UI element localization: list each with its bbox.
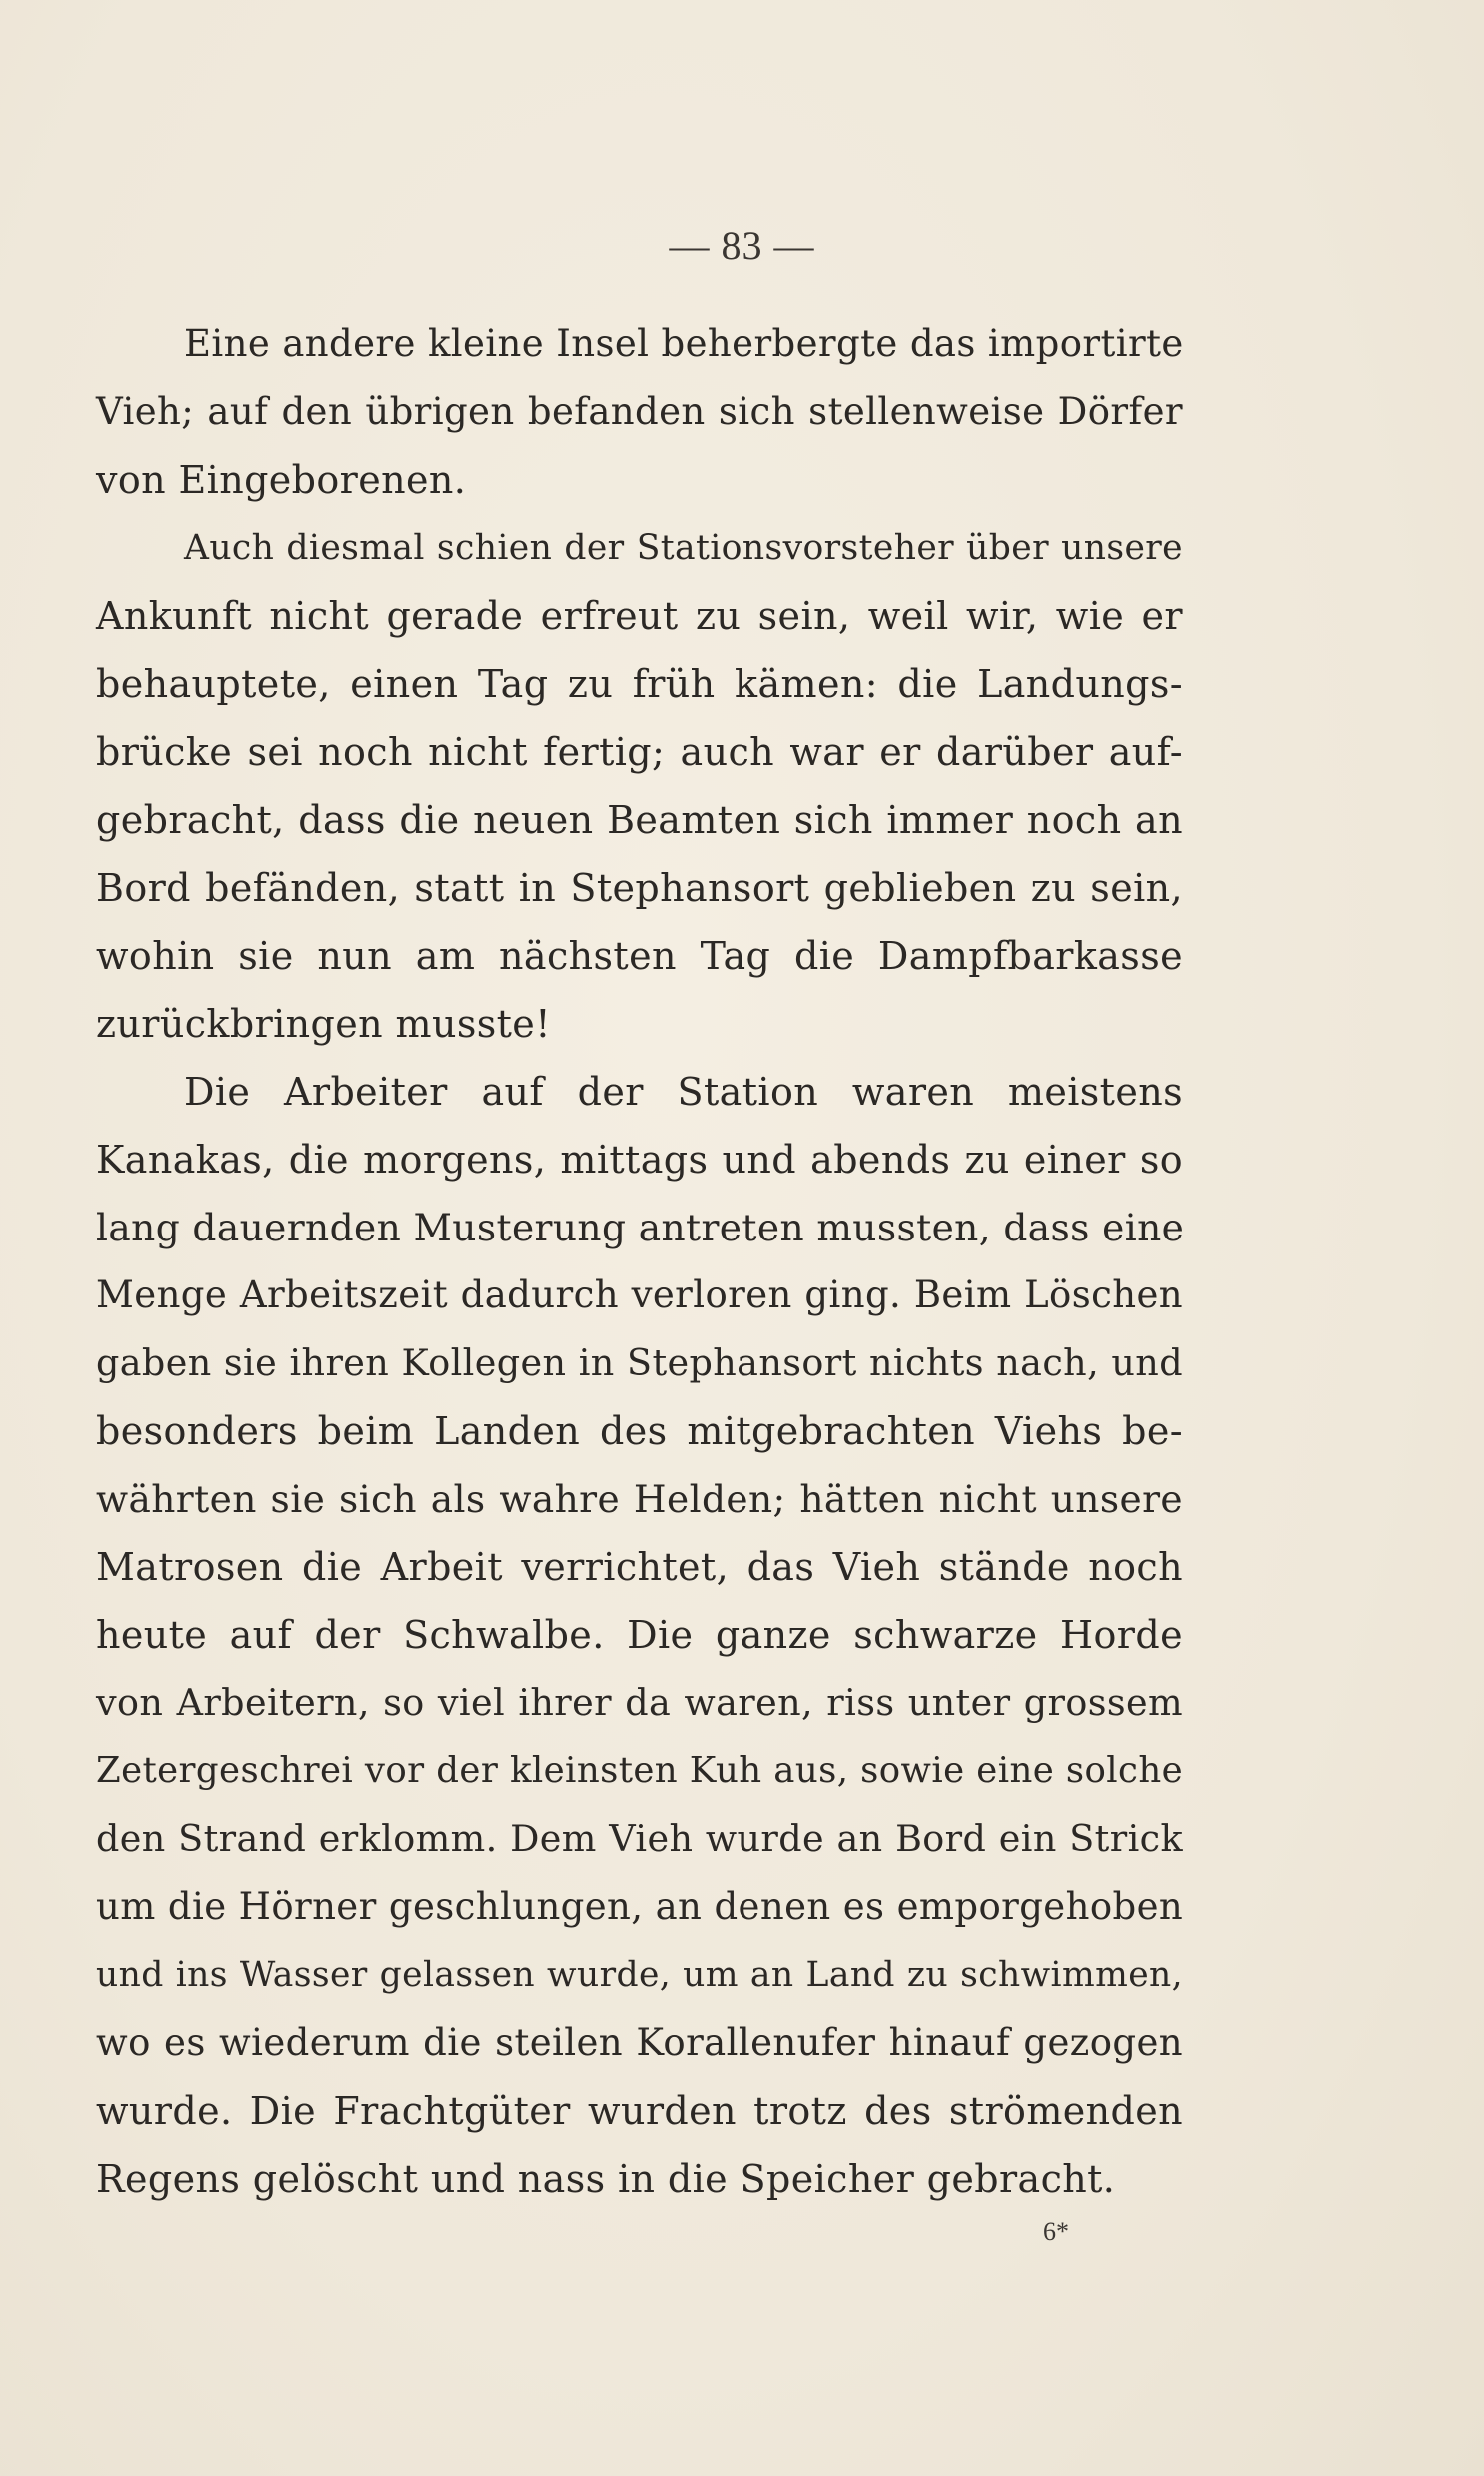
text-line: von Eingeborenen. — [96, 458, 467, 502]
text-line: währten sie sich als wahre Helden; hätten nicht unsere — [96, 1477, 1183, 1521]
text-line: gaben sie ihren Kollegen in Stephansort nichts nach, und — [96, 1341, 1183, 1384]
text-line: Vieh; auf den übrigen befanden sich stellenweise Dörfer — [96, 390, 1183, 433]
text-line: Auch diesmal schien der Stationsvorsteher über unsere — [184, 528, 1183, 568]
text-line: den Strand erklomm. Dem Vieh wurde an Bord ein Strick — [96, 1817, 1183, 1860]
text-line: behauptete, einen Tag zu früh kämen: die Landungs- — [96, 662, 1183, 706]
text-line: Ankunft nicht gerade erfreut zu sein, weil wir, wie er — [96, 594, 1183, 638]
text-line: besonders beim Landen des mitgebrachten Viehs be- — [96, 1409, 1183, 1453]
text-line: Matrosen die Arbeit verrichtet, das Vieh stände noch — [96, 1545, 1183, 1589]
text-line: Die Arbeiter auf der Station waren meistens — [184, 1070, 1183, 1114]
text-line: gebracht, dass die neuen Beamten sich immer noch an — [96, 798, 1183, 842]
text-line: und ins Wasser gelassen wurde, um an Land zu schwimmen, — [96, 1955, 1183, 1995]
text-line: Zetergeschrei vor der kleinsten Kuh aus, sowie eine solche — [96, 1750, 1183, 1791]
body-text — [96, 310, 1183, 2213]
text-line: lang dauernden Musterung antreten mussten, dass eine — [96, 1206, 1185, 1249]
text-line: wohin sie nun am nächsten Tag die Dampfbarkasse — [96, 934, 1183, 978]
page-number: — 83 — — [669, 223, 815, 268]
text-line: zurückbringen musste! — [96, 1002, 551, 1046]
text-line: Eine andere kleine Insel beherbergte das importirte — [184, 322, 1184, 365]
signature-mark: 6* — [1043, 2217, 1069, 2246]
text-line: wo es wiederum die steilen Korallenufer hinauf gezogen — [96, 2021, 1183, 2064]
text-line: um die Hörner geschlungen, an denen es emporgehoben — [96, 1885, 1184, 1928]
text-line: wurde. Die Frachtgüter wurden trotz des strömenden — [96, 2089, 1183, 2133]
text-line: Kanakas, die morgens, mittags und abends zu einer so — [96, 1138, 1183, 1182]
text-line: heute auf der Schwalbe. Die ganze schwarze Horde — [96, 1613, 1183, 1657]
text-line: von Arbeitern, so viel ihrer da waren, riss unter grossem — [96, 1681, 1183, 1724]
text-line: brücke sei noch nicht fertig; auch war er darüber auf- — [96, 730, 1183, 774]
text-line: Regens gelöscht und nass in die Speicher gebracht. — [96, 2157, 1116, 2201]
text-line: Bord befänden, statt in Stephansort geblieben zu sein, — [96, 866, 1183, 910]
text-line: Menge Arbeitszeit dadurch verloren ging. Beim Löschen — [96, 1273, 1183, 1316]
